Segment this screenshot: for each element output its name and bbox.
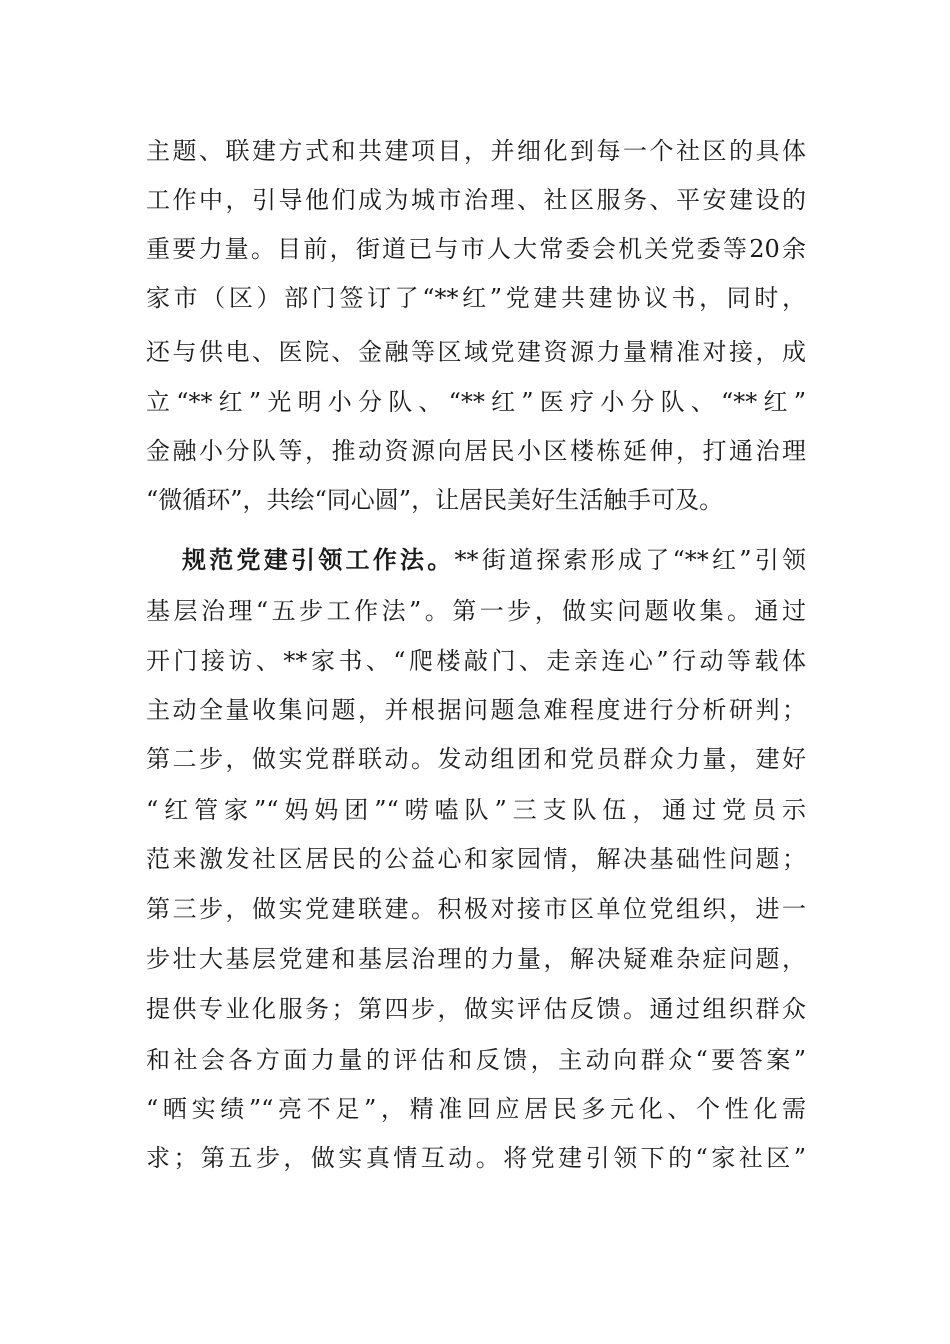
paragraph-2-first-line-text: **街道探索形成了“**红”引领 [454, 546, 806, 574]
paragraph-2-line-10: 提供专业化服务；第四步，做实评估反馈。通过组织群众 [146, 995, 806, 1023]
paragraph-1-line-5: 还与供电、医院、金融等区域党建资源力量精准对接，成 [146, 338, 806, 366]
paragraph-2-line-11: 和社会各方面力量的评估和反馈，主动向群众“要答案” [146, 1046, 806, 1074]
paragraph-2-line-4: 主动全量收集问题，并根据问题急难程度进行分析研判； [146, 696, 806, 724]
paragraph-1-line-3: 重要力量。目前，街道已与市人大常委会机关党委等20余 [146, 235, 806, 263]
paragraph-2-line-8: 第三步，做实党建联建。积极对接市区单位党组织，进一 [146, 895, 806, 923]
paragraph-2-line-1 [182, 540, 806, 580]
paragraph-2-line-9: 步壮大基层党建和基层治理的力量，解决疑难杂症问题， [146, 945, 806, 973]
paragraph-2-line-2: 基层治理“五步工作法”。第一步，做实问题收集。通过 [146, 597, 806, 625]
paragraph-2-line-13: 求；第五步，做实真情互动。将党建引领下的“家社区” [146, 1144, 806, 1172]
paragraph-1-line-1: 主题、联建方式和共建项目，并细化到每一个社区的具体 [146, 137, 806, 165]
paragraph-2-line-12: “晒实绩”“亮不足”，精准回应居民多元化、个性化需 [146, 1095, 806, 1123]
paragraph-1-line-2: 工作中，引导他们成为城市治理、社区服务、平安建设的 [146, 186, 806, 214]
paragraph-1-line-8: “微循环”，共绘“同心圆”，让居民美好生活触手可及。 [146, 486, 724, 514]
paragraph-1-line-6: 立“**红”光明小分队、“**红”医疗小分队、“**红” [146, 388, 806, 416]
paragraph-2-heading: 规范党建引领工作法。 [182, 545, 455, 574]
paragraph-2-line-3: 开门接访、**家书、“爬楼敲门、走亲连心”行动等载体 [146, 647, 806, 675]
paragraph-2-line-5: 第二步，做实党群联动。发动组团和党员群众力量，建好 [146, 745, 806, 773]
paragraph-2-line-7: 范来激发社区居民的公益心和家园情，解决基础性问题； [146, 845, 806, 873]
paragraph-2-line-6: “红管家”“妈妈团”“唠嗑队”三支队伍，通过党员示 [146, 796, 806, 824]
paragraph-1-line-4: 家市（区）部门签订了“**红”党建共建协议书，同时， [146, 284, 806, 312]
paragraph-1-line-7: 金融小分队等，推动资源向居民小区楼栋延伸，打通治理 [146, 437, 806, 465]
